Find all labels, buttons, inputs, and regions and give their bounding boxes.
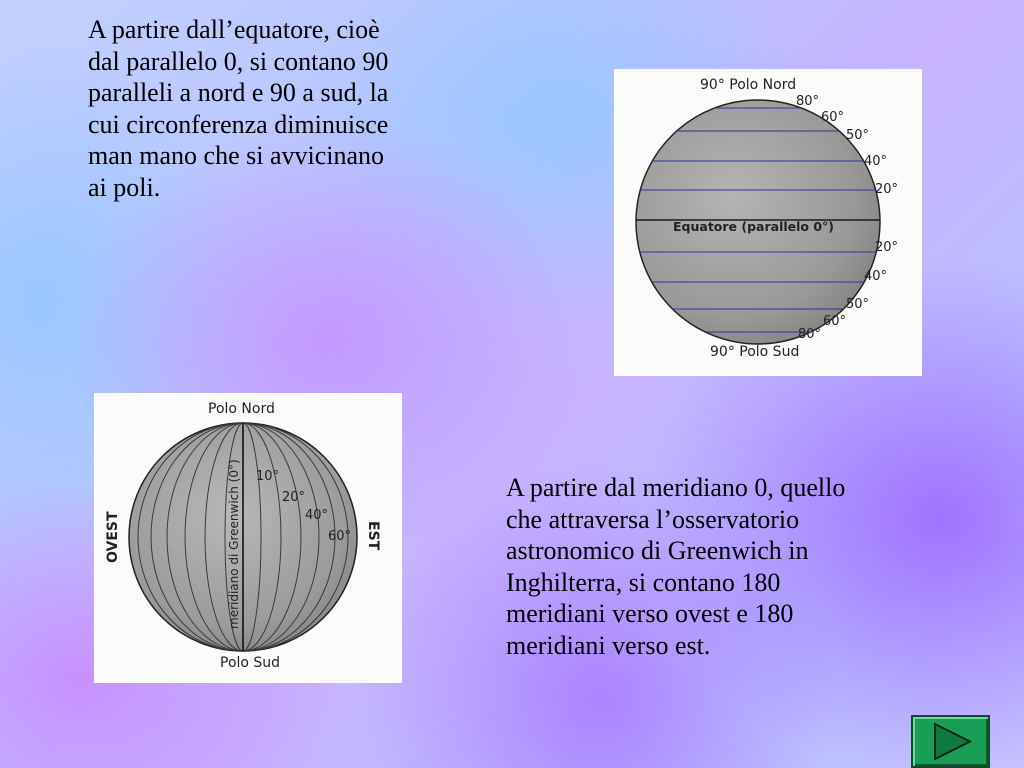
- text-line: ai poli.: [88, 172, 161, 202]
- text-line: meridiani verso ovest e 180: [506, 599, 794, 628]
- north-pole-label: Polo Nord: [208, 401, 275, 417]
- text-line: Inghilterra, si contano 180: [506, 567, 781, 597]
- west-label: OVEST: [105, 511, 121, 563]
- text-line: cui circonferenza diminuisce: [88, 109, 389, 139]
- greenwich-meridian-label: meridiano di Greenwich (0°): [227, 459, 241, 629]
- text-line: dal parallelo 0, si contano 90: [88, 46, 389, 76]
- play-triangle-icon: [913, 717, 988, 766]
- degree-label: 40°: [864, 154, 888, 169]
- text-line: man mano che si avvicinano: [88, 141, 385, 170]
- degree-label: 40°: [305, 508, 329, 523]
- parallels-description: [88, 14, 388, 203]
- degree-label: 60°: [823, 314, 847, 329]
- next-slide-button[interactable]: [911, 715, 990, 768]
- degree-label: 60°: [821, 110, 845, 125]
- meridians-globe-drawing: [94, 393, 402, 683]
- degree-label: 50°: [846, 297, 870, 312]
- degree-label: 20°: [282, 490, 306, 505]
- text-line: A partire dal meridiano 0, quello: [506, 473, 846, 502]
- degree-label: 20°: [875, 182, 899, 197]
- text-line: meridiani verso est.: [506, 630, 711, 660]
- degree-label: 80°: [796, 94, 820, 109]
- text-line: A partire dall’equatore, cioè: [88, 15, 380, 44]
- meridians-description: [506, 472, 845, 661]
- text-line: che attraversa l’osservatorio: [506, 504, 800, 534]
- equator-label: Equatore (parallelo 0°): [673, 219, 835, 234]
- east-label: EST: [365, 521, 381, 551]
- meridians-globe-figure: [94, 393, 402, 683]
- degree-label: 50°: [846, 128, 870, 143]
- south-pole-label: 90° Polo Sud: [710, 344, 800, 360]
- parallels-globe-figure: [614, 69, 922, 376]
- text-line: astronomico di Greenwich in: [506, 536, 809, 565]
- degree-label: 40°: [864, 269, 888, 284]
- north-pole-label: 90° Polo Nord: [700, 77, 797, 93]
- degree-label: 20°: [875, 240, 899, 255]
- text-line: paralleli a nord e 90 a sud, la: [88, 78, 389, 107]
- degree-label: 80°: [798, 327, 822, 342]
- degree-label: 10°: [256, 469, 280, 484]
- degree-label: 60°: [328, 529, 352, 544]
- south-pole-label: Polo Sud: [220, 655, 281, 671]
